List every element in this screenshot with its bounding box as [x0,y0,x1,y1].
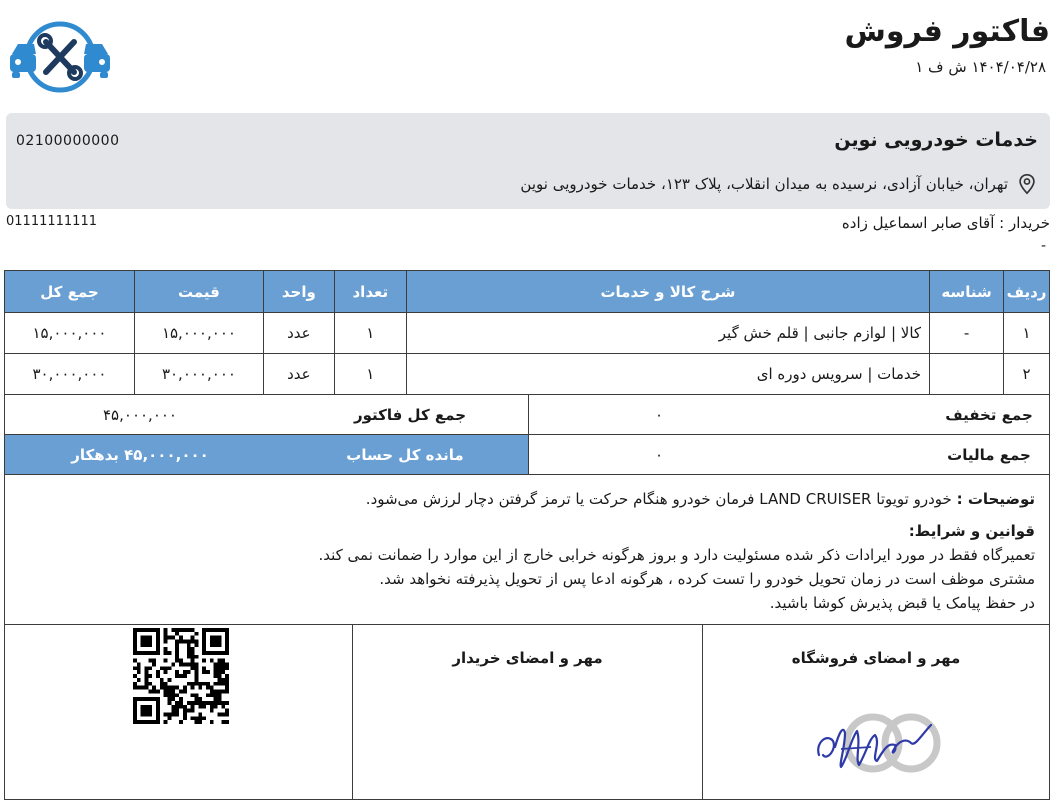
table-row [5,354,1050,395]
buyer-phone: 01111111111 [6,214,97,229]
car-service-logo-icon [8,18,112,96]
buyer-extra: - [1040,238,1046,254]
seller-info-box [6,113,1050,209]
summary-row-discount [5,395,1049,435]
table-header-row [5,271,1050,313]
cell-unit: عدد [263,313,334,354]
col-header-qty: تعداد [334,271,406,313]
signature-icon [811,703,941,781]
cell-total: ۱۵,۰۰۰,۰۰۰ [5,313,135,354]
cell-qty: ۱ [334,354,406,395]
tax-label: جمع مالیات [947,445,1031,464]
qr-code-icon[interactable] [133,628,229,724]
col-header-price: قیمت [134,271,263,313]
signatures-section [4,624,1050,800]
table-row [5,313,1050,354]
location-pin-icon [1016,173,1038,195]
cell-id [930,354,1004,395]
cell-qty: ۱ [334,313,406,354]
tax-value: ۰ [654,445,664,464]
cell-unit: عدد [263,354,334,395]
invoice-date: ۱۴۰۴/۰۴/۲۸ ش ف ۱ [915,58,1046,76]
seller-name: خدمات خودرویی نوین [834,129,1038,151]
discount-label: جمع تخفیف [945,406,1033,424]
cell-desc: خدمات | سرویس دوره ای [406,354,929,395]
balance-value: ۴۵,۰۰۰,۰۰۰ بدهکار [71,445,209,464]
store-signature-title: مهر و امضای فروشگاه [791,649,961,667]
store-signature-box [702,625,1049,799]
seller-address: تهران، خیابان آزادی، نرسیده به میدان انقلاب، پلاک ۱۲۳، خدمات خودرویی نوین [520,175,1008,193]
seller-address-row [520,173,1038,195]
invoice-title: فاکتور فروش [844,14,1050,49]
items-table [4,270,1050,395]
col-header-row: ردیف [1004,271,1050,313]
invoice-summary [4,395,1050,475]
description-label: توضیحات : [956,490,1035,508]
summary-row-tax [5,434,1049,474]
cell-price: ۳۰,۰۰۰,۰۰۰ [134,354,263,395]
description-line [19,487,1035,511]
rule-item: در حفظ پیامک یا قبض پذیرش کوشا باشید. [769,594,1035,612]
seller-phone: 02100000000 [16,133,120,149]
invoice-total-value: ۴۵,۰۰۰,۰۰۰ [103,406,177,424]
buyer-name: خریدار : آقای صابر اسماعیل زاده [841,214,1050,232]
cell-row: ۱ [1004,313,1050,354]
col-header-desc: شرح کالا و خدمات [406,271,929,313]
col-header-id: شناسه [930,271,1004,313]
cell-row: ۲ [1004,354,1050,395]
invoice-total-label: جمع کل فاکتور [354,406,467,424]
notes-section [4,475,1050,625]
discount-value: ۰ [654,406,664,424]
cell-desc: کالا | لوازم جانبی | قلم خش گیر [406,313,929,354]
col-header-total: جمع کل [5,271,135,313]
col-header-unit: واحد [263,271,334,313]
cell-price: ۱۵,۰۰۰,۰۰۰ [134,313,263,354]
cell-total: ۳۰,۰۰۰,۰۰۰ [5,354,135,395]
buyer-signature-box [352,625,702,799]
qr-code-box [5,625,354,799]
rule-item: تعمیرگاه فقط در مورد ایرادات ذکر شده مسئولیت دارد و بروز هرگونه خرابی خارج از این موارد را ضمانت نمی کند. [318,546,1035,564]
rules-title: قوانین و شرایط: [908,522,1035,540]
buyer-signature-title: مهر و امضای خریدار [452,649,603,667]
cell-id: - [930,313,1004,354]
balance-label: مانده کل حساب [346,445,464,464]
description-text: خودرو تویوتا LAND CRUISER فرمان خودرو هنگام حرکت یا ترمز گرفتن دچار لرزش می‌شود. [365,490,952,508]
rule-item: مشتری موظف است در زمان تحویل خودرو را تست کرده ، هرگونه ادعا پس از تحویل پذیرفته نخواهد شد. [379,570,1035,588]
